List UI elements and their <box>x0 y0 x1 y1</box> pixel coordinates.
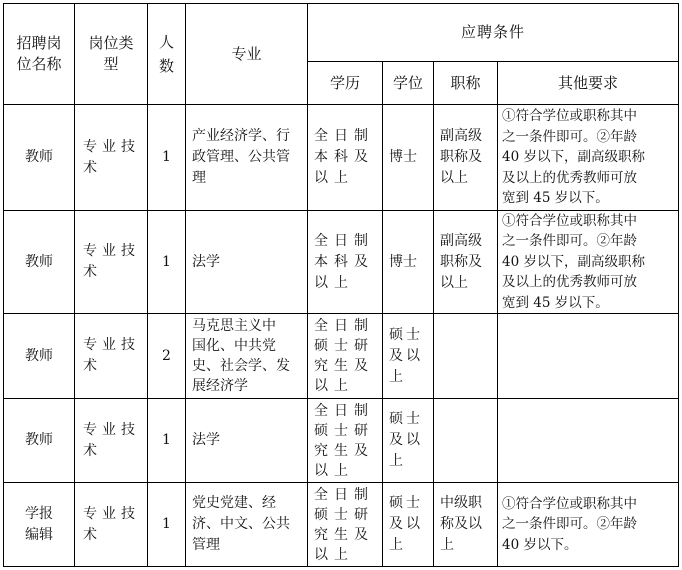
row-3-position-type-text: 专业技 术 <box>83 337 140 374</box>
row-5-education <box>308 483 382 566</box>
header-position-name-text: 招聘岗 位名称 <box>16 34 62 73</box>
row-3-title <box>434 314 497 398</box>
header-degree <box>383 62 433 104</box>
row-5-position-name-text: 学报 编辑 <box>25 505 53 543</box>
row-2-headcount <box>148 211 185 313</box>
row-2-degree <box>383 211 433 313</box>
header-degree-text: 学位 <box>392 73 423 92</box>
row-5-degree <box>383 483 433 566</box>
row-4-education <box>308 399 382 482</box>
row-1-title-text: 副高级 职称及 以上 <box>440 128 482 186</box>
row-3-headcount-text: 2 <box>162 347 171 364</box>
row-1-position-type-text: 专业技 术 <box>83 138 140 176</box>
row-2-position-name-text: 教师 <box>25 253 53 270</box>
row-5-position-type-text: 专业技 术 <box>83 505 140 543</box>
row-1-major <box>186 105 307 210</box>
row-3-other <box>498 314 678 398</box>
row-4-position-type-text: 专业技 术 <box>83 421 140 459</box>
row-4-degree <box>383 399 433 482</box>
row-3-position-name <box>4 314 74 398</box>
row-5-major <box>186 483 307 566</box>
row-2-position-type <box>75 211 147 313</box>
header-position-name <box>4 4 74 104</box>
row-3-major-text: 马克思主义中 国化、中共党 史、社会学、发 展经济学 <box>192 318 290 394</box>
row-4-headcount-text: 1 <box>162 432 171 448</box>
row-1-degree-text: 博士 <box>389 149 417 165</box>
row-5-education-text: 全日制 硕士研 究生及 以上 <box>314 486 374 563</box>
row-3-education <box>308 314 382 398</box>
row-2-title-text: 副高级 职称及 以上 <box>440 232 482 291</box>
row-2-education <box>308 211 382 313</box>
row-4-headcount <box>148 399 185 482</box>
header-position-type <box>75 4 147 104</box>
row-4-position-type <box>75 399 147 482</box>
row-2-other <box>498 211 678 313</box>
row-3-position-type <box>75 314 147 398</box>
header-other-text: 其他要求 <box>557 73 618 92</box>
row-1-other-text: ①符合学位或职称其中 之一条件即可。②年龄 40 岁以下，副高级职称 及以上的优秀教师可放 宽到 45 岁以下。 <box>502 108 645 207</box>
row-5-major-text: 党史党建、经 济、中文、公共 管理 <box>192 495 290 553</box>
row-3-position-name-text: 教师 <box>25 347 53 364</box>
header-major <box>186 4 307 104</box>
row-3-degree <box>383 314 433 398</box>
header-requirements <box>308 4 678 61</box>
row-2-title <box>434 211 497 313</box>
row-5-title-text: 中级职 称及以 上 <box>440 495 482 553</box>
row-3-degree-text: 硕士 及以 上 <box>389 326 423 385</box>
row-5-position-name <box>4 483 74 566</box>
row-1-title <box>434 105 497 210</box>
header-headcount <box>148 4 185 104</box>
row-1-position-name <box>4 105 74 210</box>
row-2-major <box>186 211 307 313</box>
row-3-education-text: 全日制 硕士研 究生及 以上 <box>314 318 374 394</box>
row-4-title <box>434 399 497 482</box>
row-2-headcount-text: 1 <box>162 253 171 270</box>
row-1-headcount <box>148 105 185 210</box>
row-5-other-text: ①符合学位或职称其中 之一条件即可。②年龄 40 岁以下。 <box>502 495 637 553</box>
row-3-major <box>186 314 307 398</box>
row-4-major-text: 法学 <box>192 432 220 448</box>
row-3-headcount <box>148 314 185 398</box>
header-requirements-text: 应聘条件 <box>460 23 525 41</box>
row-1-headcount-text: 1 <box>162 149 171 165</box>
row-2-major-text: 法学 <box>192 253 220 270</box>
row-2-degree-text: 博士 <box>389 253 417 270</box>
row-4-other <box>498 399 678 482</box>
row-5-degree-text: 硕士 及以 上 <box>389 495 423 553</box>
row-1-education-text: 全日制 本科及 以上 <box>314 128 374 186</box>
row-1-major-text: 产业经济学、行 政管理、公共管 理 <box>192 128 290 186</box>
row-5-headcount-text: 1 <box>162 516 171 532</box>
header-education-text: 学历 <box>329 73 360 92</box>
row-5-headcount <box>148 483 185 566</box>
header-position-type-text: 岗位类 型 <box>88 34 134 73</box>
row-5-position-type <box>75 483 147 566</box>
row-4-education-text: 全日制 硕士研 究生及 以上 <box>314 402 374 479</box>
row-2-position-type-text: 专业技 术 <box>83 243 140 280</box>
header-title-text: 职称 <box>450 73 481 92</box>
header-education <box>308 62 382 104</box>
row-2-other-text: ①符合学位或职称其中 之一条件即可。②年龄 40 岁以下，副高级职称 及以上的优秀教师可放 宽到 45 岁以下。 <box>502 212 645 311</box>
header-major-text: 专业 <box>231 44 262 63</box>
row-1-education <box>308 105 382 210</box>
header-title <box>434 62 497 104</box>
row-5-title <box>434 483 497 566</box>
row-4-major <box>186 399 307 482</box>
row-1-position-type <box>75 105 147 210</box>
row-1-position-name-text: 教师 <box>25 149 53 165</box>
row-4-position-name-text: 教师 <box>25 432 53 448</box>
row-4-position-name <box>4 399 74 482</box>
row-5-other <box>498 483 678 566</box>
row-2-education-text: 全日制 本科及 以上 <box>314 232 374 291</box>
row-1-degree <box>383 105 433 210</box>
header-headcount-text: 人 数 <box>158 33 174 75</box>
header-other <box>498 62 678 104</box>
row-2-position-name <box>4 211 74 313</box>
row-4-degree-text: 硕士 及以 上 <box>389 411 423 469</box>
row-1-other <box>498 105 678 210</box>
